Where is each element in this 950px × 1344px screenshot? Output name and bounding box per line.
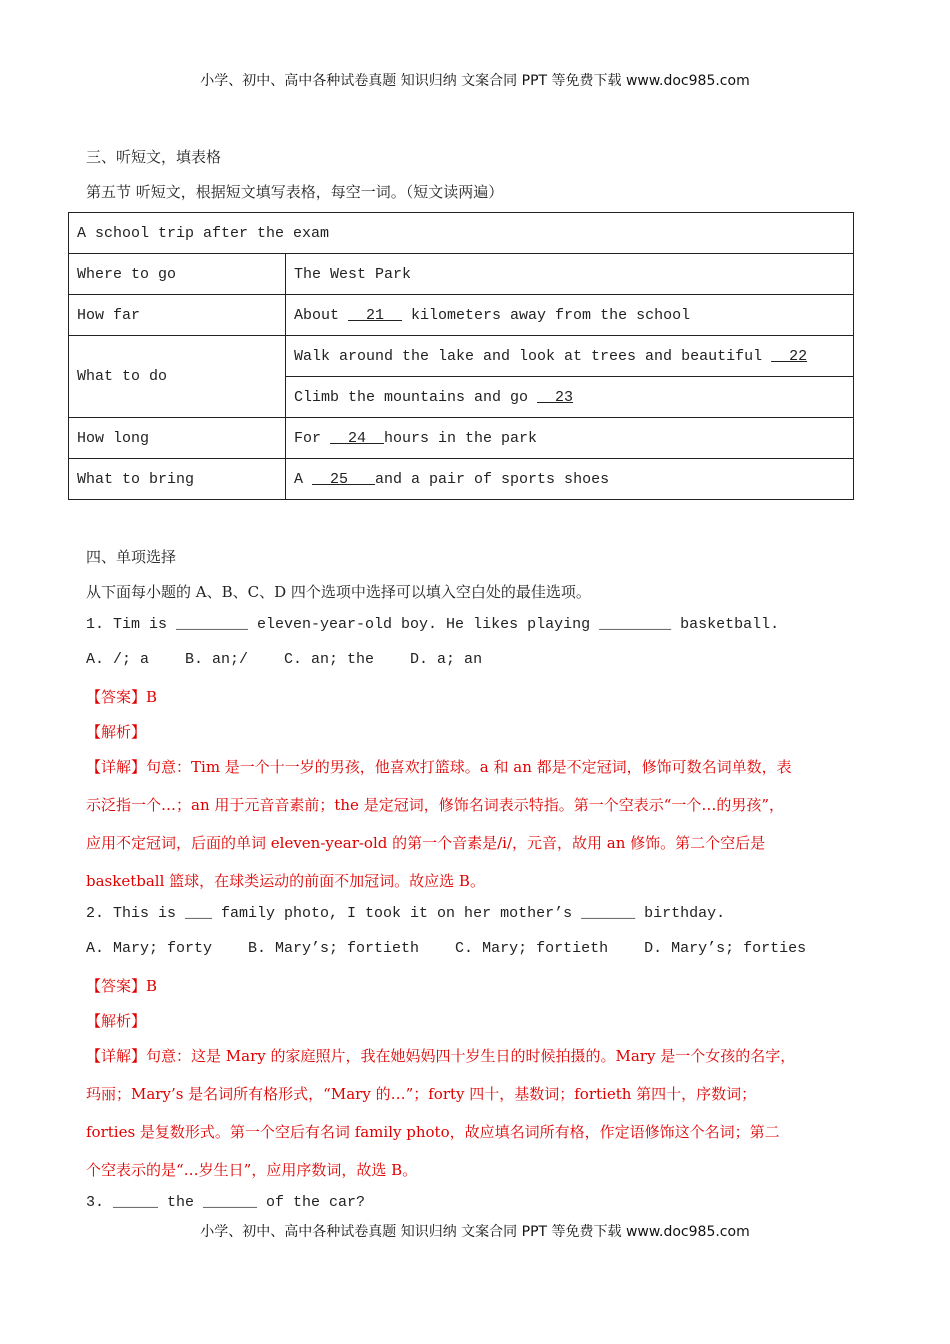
page-header: 小学、初中、高中各种试卷真题 知识归纳 文案合同 PPT 等免费下载 www.doc985.com [200,73,750,89]
question-1-analysis: 【解析】 [86,723,147,741]
table-row: Climb the mountains and go 23 [69,377,854,418]
question-2-detail-line: 玛丽；Mary’s 是名词所有格形式，“Mary 的…”；forty 四十，基数词；fortieth 第四十，序数词； [86,1085,757,1103]
table-row: What to bring A 25 and a pair of sports shoes [69,459,854,500]
table-row: What to do Walk around the lake and look at trees and beautiful 22 [69,336,854,377]
table-row: Where to go The West Park [69,254,854,295]
blank-25: 25 [312,470,376,488]
question-2-detail-line: 个空表示的是“…岁生日”，应用序数词，故选 B。 [86,1161,418,1179]
blank-24: 24 [330,429,385,447]
question-1-answer: 【答案】B [86,688,158,706]
question-2-analysis: 【解析】 [86,1012,147,1030]
question-2-answer: 【答案】B [86,977,158,995]
question-3-stem: 3. _____ the ______ of the car? [86,1194,366,1211]
question-2-detail-line: 句意：这是 Mary 的家庭照片，我在她妈妈四十岁生日的时候拍摄的。Mary 是一个女孩的名字， [146,1047,796,1065]
question-1-detail-line: 句意：Tim 是一个十一岁的男孩，他喜欢打篮球。a 和 an 都是不定冠词，修饰可数名词单数，表 [146,758,792,776]
listening-table [68,212,854,500]
question-1-detail-line: basketball 篮球，在球类运动的前面不加冠词。故应选 B。 [86,872,485,890]
question-1-detail-line: 应用不定冠词，后面的单词 eleven-year-old 的第一个音素是/i/，元音，故用 an 修饰。第二个空后是 [86,834,766,852]
table-title: A school trip after the exam [69,213,854,254]
question-1-stem: 1. Tim is ________ eleven-year-old boy. He likes playing ________ basketball. [86,616,780,633]
blank-23: 23 [537,388,574,406]
table-row: How far About 21 kilometers away from the school [69,295,854,336]
blank-21: 21 [348,306,403,324]
detail-tag: 【详解】 [86,1047,147,1065]
page-footer: 小学、初中、高中各种试卷真题 知识归纳 文案合同 PPT 等免费下载 www.doc985.com [200,1224,750,1240]
table-row: How long For 24 hours in the park [69,418,854,459]
question-2-detail-line: forties 是复数形式。第一个空后有名词 family photo，故应填名词所有格，作定语修饰这个名词；第二 [86,1123,780,1141]
detail-tag: 【详解】 [86,758,147,776]
section-instruction: 从下面每小题的 A、B、C、D 四个选项中选择可以填入空白处的最佳选项。 [86,583,591,601]
blank-22: 22 [771,347,808,365]
question-1-options: A. /; a B. an;/ C. an; the D. a; an [86,651,483,668]
section-title: 三、听短文，填表格 [86,148,222,166]
question-1-detail-line: 示泛指一个…；an 用于元音音素前；the 是定冠词，修饰名词表示特指。第一个空表示“一个…的男孩”， [86,796,785,814]
question-2-stem: 2. This is ___ family photo, I took it on her mother’s ______ birthday. [86,905,726,922]
section-title: 四、单项选择 [86,548,177,566]
section-instruction: 第五节 听短文，根据短文填写表格，每空一词。（短文读两遍） [86,183,504,201]
question-2-options: A. Mary; forty B. Mary’s; fortieth C. Mary; fortieth D. Mary’s; forties [86,940,807,957]
